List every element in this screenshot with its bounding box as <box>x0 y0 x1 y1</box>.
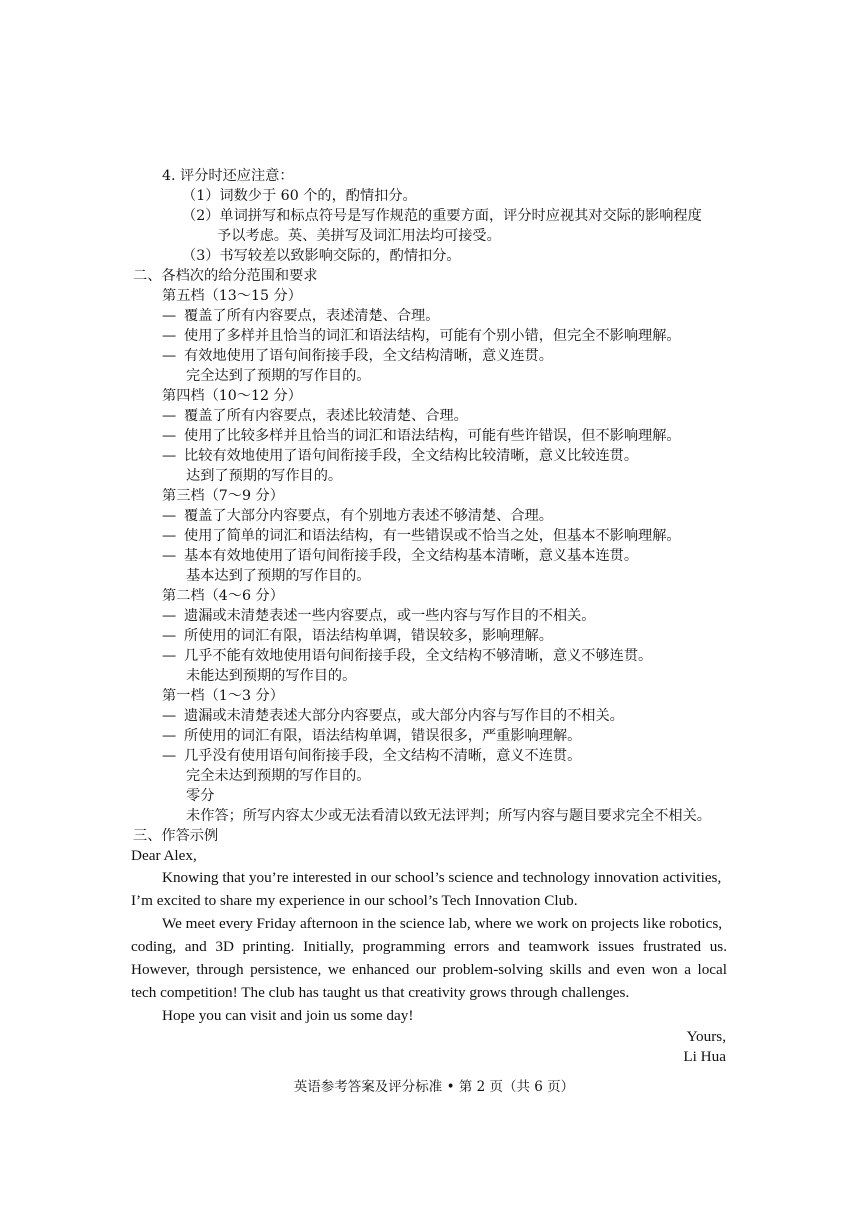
letter-line: Knowing that you’re interested in our school’s science and technology innovation activities, <box>162 869 722 886</box>
dash-bullet: — <box>162 708 177 724</box>
grade-point <box>162 626 553 646</box>
dash-bullet: — <box>162 328 177 344</box>
dash-bullet: — <box>162 628 177 644</box>
grade-point-text: 覆盖了大部分内容要点，有个别地方表述不够清楚、合理。 <box>184 508 553 524</box>
grade-title: 第五档（13～15 分） <box>162 288 302 304</box>
grade-point <box>162 606 595 626</box>
grade-title: 第二档（4～6 分） <box>162 588 284 604</box>
note-item-1: （1）词数少于 60 个的，酌情扣分。 <box>182 188 417 204</box>
letter-line: tech competition! The club has taught us that creativity grows through challenges. <box>131 984 630 1001</box>
grade-point <box>162 326 681 346</box>
page-footer: 英语参考答案及评分标准 • 第 2 页（共 6 页） <box>293 1079 575 1095</box>
grade-summary: 基本达到了预期的写作目的。 <box>186 568 371 584</box>
grade-point <box>162 346 553 366</box>
letter-line: We meet every Friday afternoon in the science lab, where we work on projects like robotics, <box>162 915 723 932</box>
letter-closing: Yours, <box>686 1028 726 1045</box>
grade-point-text: 基本有效地使用了语句间衔接手段，全文结构基本清晰，意义基本连贯。 <box>184 548 639 564</box>
zero-title: 零分 <box>186 788 215 804</box>
section2-heading: 二、各档次的给分范围和要求 <box>133 268 318 284</box>
grade-summary: 未能达到预期的写作目的。 <box>186 668 357 684</box>
grade-summary: 完全达到了预期的写作目的。 <box>186 368 371 384</box>
grade-point-text: 遗漏或未清楚表述一些内容要点，或一些内容与写作目的不相关。 <box>184 608 596 624</box>
dash-bullet: — <box>162 728 177 744</box>
grade-point <box>162 306 439 326</box>
letter-salutation: Dear Alex, <box>131 847 197 864</box>
grade-point-text: 使用了多样并且恰当的词汇和语法结构，可能有个别小错，但完全不影响理解。 <box>184 328 681 344</box>
grade-point-text: 使用了简单的词汇和语法结构，有一些错误或不恰当之处，但基本不影响理解。 <box>184 528 681 544</box>
letter-line: coding, and 3D printing. Initially, programming errors and teamwork issues frustrated us. <box>131 938 727 955</box>
note-item-3: （3）书写较差以致影响交际的，酌情扣分。 <box>182 248 461 264</box>
grade-point <box>162 426 681 446</box>
dash-bullet: — <box>162 608 177 624</box>
notes-heading: 4. 评分时还应注意： <box>162 168 294 184</box>
dash-bullet: — <box>162 548 177 564</box>
grade-point <box>162 506 553 526</box>
dash-bullet: — <box>162 648 177 664</box>
grade-point-text: 使用了比较多样并且恰当的词汇和语法结构，可能有些许错误，但不影响理解。 <box>184 428 681 444</box>
grade-title: 第一档（1～3 分） <box>162 688 284 704</box>
dash-bullet: — <box>162 748 177 764</box>
grade-summary: 完全未达到预期的写作目的。 <box>186 768 371 784</box>
grade-point-text: 几乎不能有效地使用语句间衔接手段，全文结构不够清晰，意义不够连贯。 <box>184 648 653 664</box>
grade-point <box>162 726 581 746</box>
grade-point <box>162 646 652 666</box>
dash-bullet: — <box>162 448 177 464</box>
zero-text: 未作答；所写内容太少或无法看清以致无法评判；所写内容与题目要求完全不相关。 <box>186 808 711 824</box>
grade-summary: 达到了预期的写作目的。 <box>186 468 343 484</box>
grade-point <box>162 526 681 546</box>
grade-point-text: 覆盖了所有内容要点，表述清楚、合理。 <box>184 308 440 324</box>
grade-point <box>162 406 468 426</box>
grade-point-text: 所使用的词汇有限，语法结构单调，错误很多，严重影响理解。 <box>184 728 582 744</box>
grade-point-text: 有效地使用了语句间衔接手段，全文结构清晰，意义连贯。 <box>184 348 553 364</box>
grade-point-text: 覆盖了所有内容要点，表述比较清楚、合理。 <box>184 408 468 424</box>
grade-point-text: 几乎没有使用语句间衔接手段，全文结构不清晰，意义不连贯。 <box>184 748 582 764</box>
grade-point <box>162 706 624 726</box>
grade-point <box>162 446 638 466</box>
grade-point <box>162 546 638 566</box>
letter-line: However, through persistence, we enhanced our problem-solving skills and even won a local <box>131 961 727 978</box>
dash-bullet: — <box>162 508 177 524</box>
dash-bullet: — <box>162 308 177 324</box>
dash-bullet: — <box>162 528 177 544</box>
grade-point-text: 所使用的词汇有限，语法结构单调，错误较多，影响理解。 <box>184 628 553 644</box>
grade-title: 第四档（10～12 分） <box>162 388 302 404</box>
section3-heading: 三、作答示例 <box>133 828 219 844</box>
dash-bullet: — <box>162 348 177 364</box>
letter-line: I’m excited to share my experience in our school’s Tech Innovation Club. <box>131 892 578 909</box>
note-item-2-cont: 予以考虑。英、美拼写及词汇用法均可接受。 <box>217 228 501 244</box>
dash-bullet: — <box>162 408 177 424</box>
grade-point-text: 比较有效地使用了语句间衔接手段，全文结构比较清晰，意义比较连贯。 <box>184 448 639 464</box>
dash-bullet: — <box>162 428 177 444</box>
letter-signature: Li Hua <box>683 1048 726 1065</box>
letter-line: Hope you can visit and join us some day! <box>162 1007 414 1024</box>
grade-title: 第三档（7～9 分） <box>162 488 284 504</box>
grade-point <box>162 746 581 766</box>
grade-point-text: 遗漏或未清楚表述大部分内容要点，或大部分内容与写作目的不相关。 <box>184 708 624 724</box>
note-item-2: （2）单词拼写和标点符号是写作规范的重要方面，评分时应视其对交际的影响程度 <box>182 208 702 224</box>
